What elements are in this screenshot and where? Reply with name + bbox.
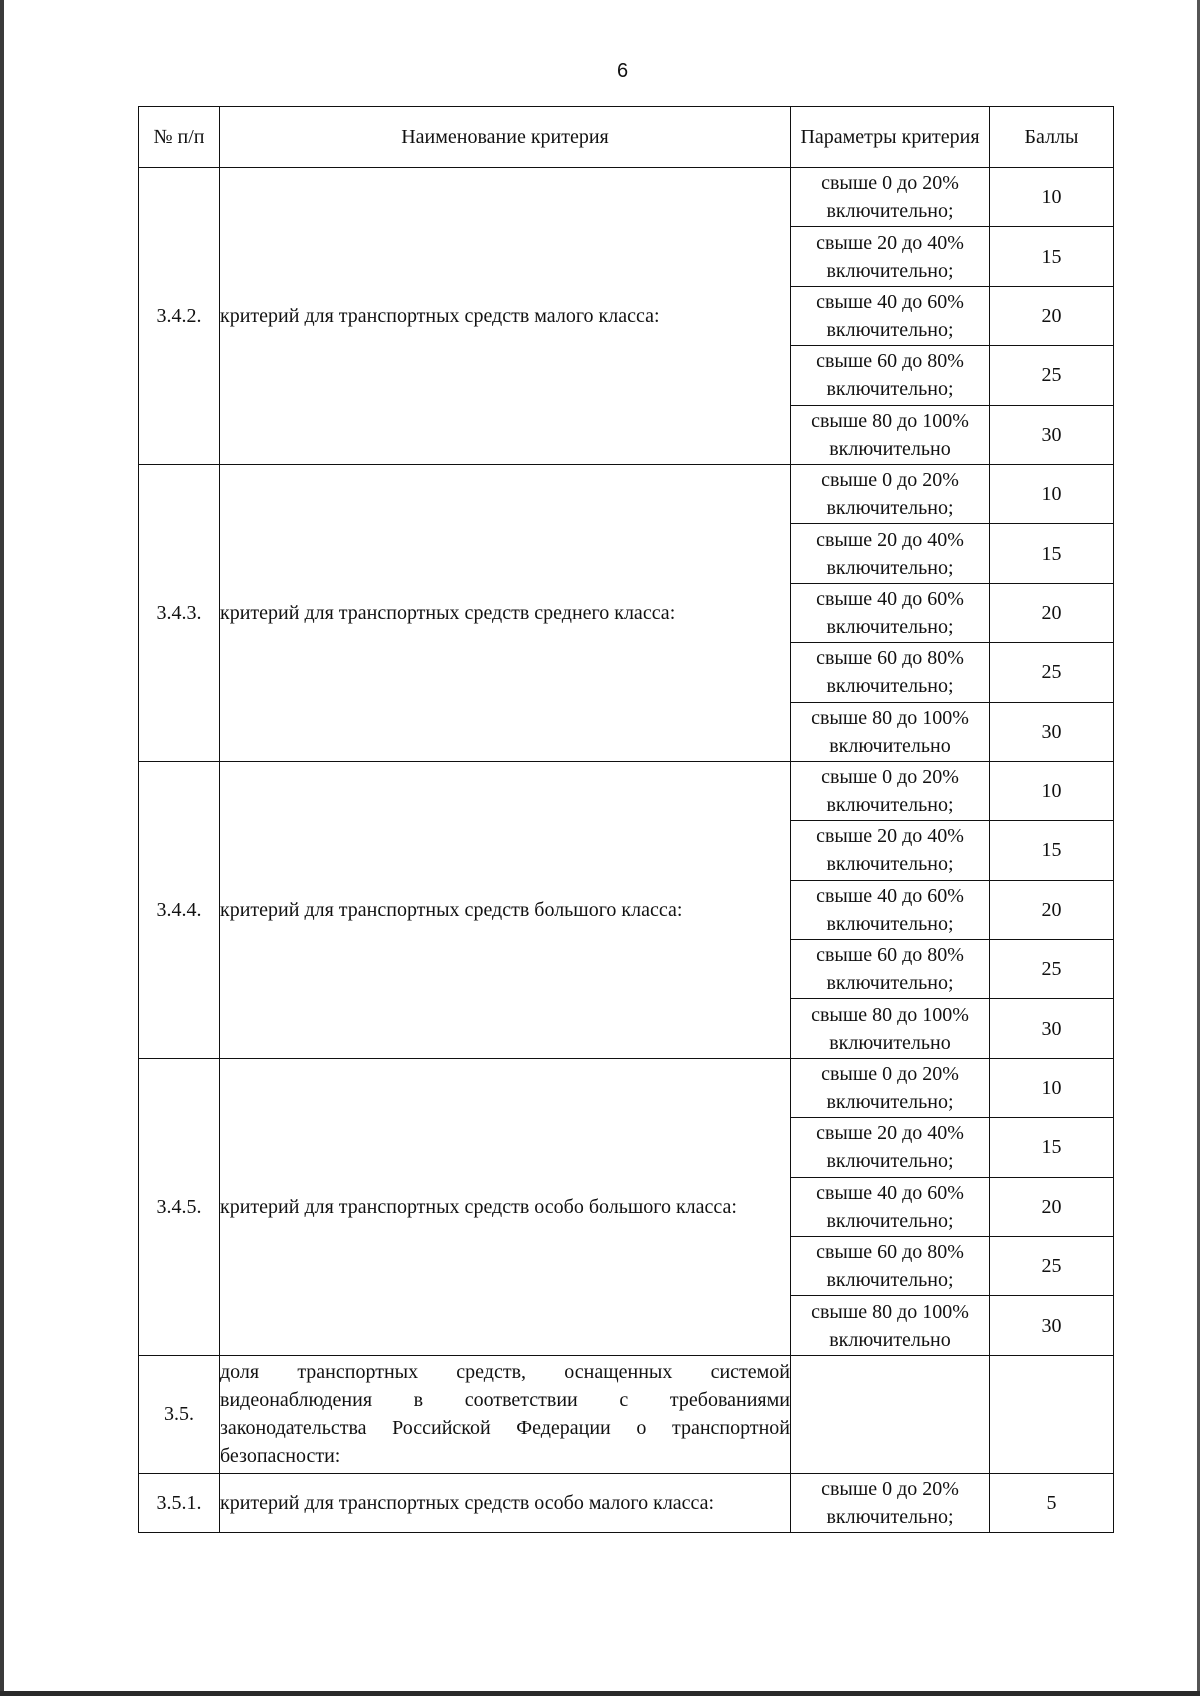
table-row bbox=[139, 1355, 1114, 1473]
criterion-score: 25 bbox=[990, 1237, 1114, 1296]
criterion-score bbox=[990, 1355, 1114, 1473]
criterion-parameter: свыше 80 до 100% включительно bbox=[791, 405, 990, 464]
criterion-name: критерий для транспортных средств большого класса: bbox=[220, 761, 791, 1058]
criterion-score: 10 bbox=[990, 1058, 1114, 1117]
criterion-name: критерий для транспортных средств среднего класса: bbox=[220, 464, 791, 761]
scan-edge-left bbox=[0, 0, 4, 1696]
criterion-parameter: свыше 0 до 20% включительно; bbox=[791, 1473, 990, 1532]
criterion-parameter: свыше 80 до 100% включительно bbox=[791, 1296, 990, 1355]
criterion-number: 3.4.2. bbox=[139, 168, 220, 465]
criterion-parameter: свыше 0 до 20% включительно; bbox=[791, 1058, 990, 1117]
table-row bbox=[139, 464, 1114, 523]
header-number: № п/п bbox=[139, 107, 220, 168]
criterion-score: 30 bbox=[990, 405, 1114, 464]
criterion-parameter: свыше 20 до 40% включительно; bbox=[791, 821, 990, 880]
table-row bbox=[139, 1058, 1114, 1117]
criterion-score: 25 bbox=[990, 643, 1114, 702]
criterion-parameter: свыше 60 до 80% включительно; bbox=[791, 346, 990, 405]
criterion-score: 20 bbox=[990, 880, 1114, 939]
criterion-name: доля транспортных средств, оснащенных системой видеонаблюдения в соответствии с требованиями законодательства Российской Федерации о транспортной безопасности: bbox=[220, 1355, 791, 1473]
criterion-parameter: свыше 40 до 60% включительно; bbox=[791, 286, 990, 345]
criterion-parameter: свыше 20 до 40% включительно; bbox=[791, 524, 990, 583]
criterion-parameter: свыше 20 до 40% включительно; bbox=[791, 227, 990, 286]
criterion-parameter: свыше 80 до 100% включительно bbox=[791, 702, 990, 761]
scan-edge-bottom bbox=[0, 1691, 1200, 1696]
criterion-score: 30 bbox=[990, 702, 1114, 761]
criterion-score: 10 bbox=[990, 464, 1114, 523]
criterion-parameter: свыше 40 до 60% включительно; bbox=[791, 880, 990, 939]
criterion-parameter: свыше 0 до 20% включительно; bbox=[791, 761, 990, 820]
criterion-score: 20 bbox=[990, 1177, 1114, 1236]
criterion-parameter: свыше 40 до 60% включительно; bbox=[791, 583, 990, 642]
criterion-parameter: свыше 0 до 20% включительно; bbox=[791, 464, 990, 523]
criterion-parameter: свыше 60 до 80% включительно; bbox=[791, 643, 990, 702]
criterion-score: 15 bbox=[990, 524, 1114, 583]
criterion-score: 15 bbox=[990, 227, 1114, 286]
criterion-score: 10 bbox=[990, 761, 1114, 820]
criterion-number: 3.4.4. bbox=[139, 761, 220, 1058]
header-score: Баллы bbox=[990, 107, 1114, 168]
criterion-score: 30 bbox=[990, 999, 1114, 1058]
page-number: 6 bbox=[616, 60, 629, 82]
criterion-score: 25 bbox=[990, 346, 1114, 405]
criterion-parameter: свыше 20 до 40% включительно; bbox=[791, 1118, 990, 1177]
criteria-table bbox=[138, 106, 1114, 1533]
table-row bbox=[139, 1473, 1114, 1532]
criterion-parameter: свыше 0 до 20% включительно; bbox=[791, 168, 990, 227]
header-criterion-parameters: Параметры критерия bbox=[791, 107, 990, 168]
criterion-score: 5 bbox=[990, 1473, 1114, 1532]
criterion-score: 10 bbox=[990, 168, 1114, 227]
criterion-parameter: свыше 40 до 60% включительно; bbox=[791, 1177, 990, 1236]
criterion-parameter: свыше 60 до 80% включительно; bbox=[791, 940, 990, 999]
criterion-score: 15 bbox=[990, 1118, 1114, 1177]
criterion-parameter bbox=[791, 1355, 990, 1473]
criterion-score: 20 bbox=[990, 286, 1114, 345]
criterion-parameter: свыше 80 до 100% включительно bbox=[791, 999, 990, 1058]
criterion-score: 20 bbox=[990, 583, 1114, 642]
table-row bbox=[139, 761, 1114, 820]
criterion-parameter: свыше 60 до 80% включительно; bbox=[791, 1237, 990, 1296]
criterion-name: критерий для транспортных средств малого класса: bbox=[220, 168, 791, 465]
criterion-name: критерий для транспортных средств особо малого класса: bbox=[220, 1473, 791, 1532]
header-criterion-name: Наименование критерия bbox=[220, 107, 791, 168]
criterion-number: 3.5. bbox=[139, 1355, 220, 1473]
criterion-name: критерий для транспортных средств особо большого класса: bbox=[220, 1058, 791, 1355]
criterion-score: 25 bbox=[990, 940, 1114, 999]
table-header-row bbox=[139, 107, 1114, 168]
criterion-number: 3.5.1. bbox=[139, 1473, 220, 1532]
table-row bbox=[139, 168, 1114, 227]
criterion-number: 3.4.3. bbox=[139, 464, 220, 761]
criterion-score: 15 bbox=[990, 821, 1114, 880]
criterion-number: 3.4.5. bbox=[139, 1058, 220, 1355]
criterion-score: 30 bbox=[990, 1296, 1114, 1355]
